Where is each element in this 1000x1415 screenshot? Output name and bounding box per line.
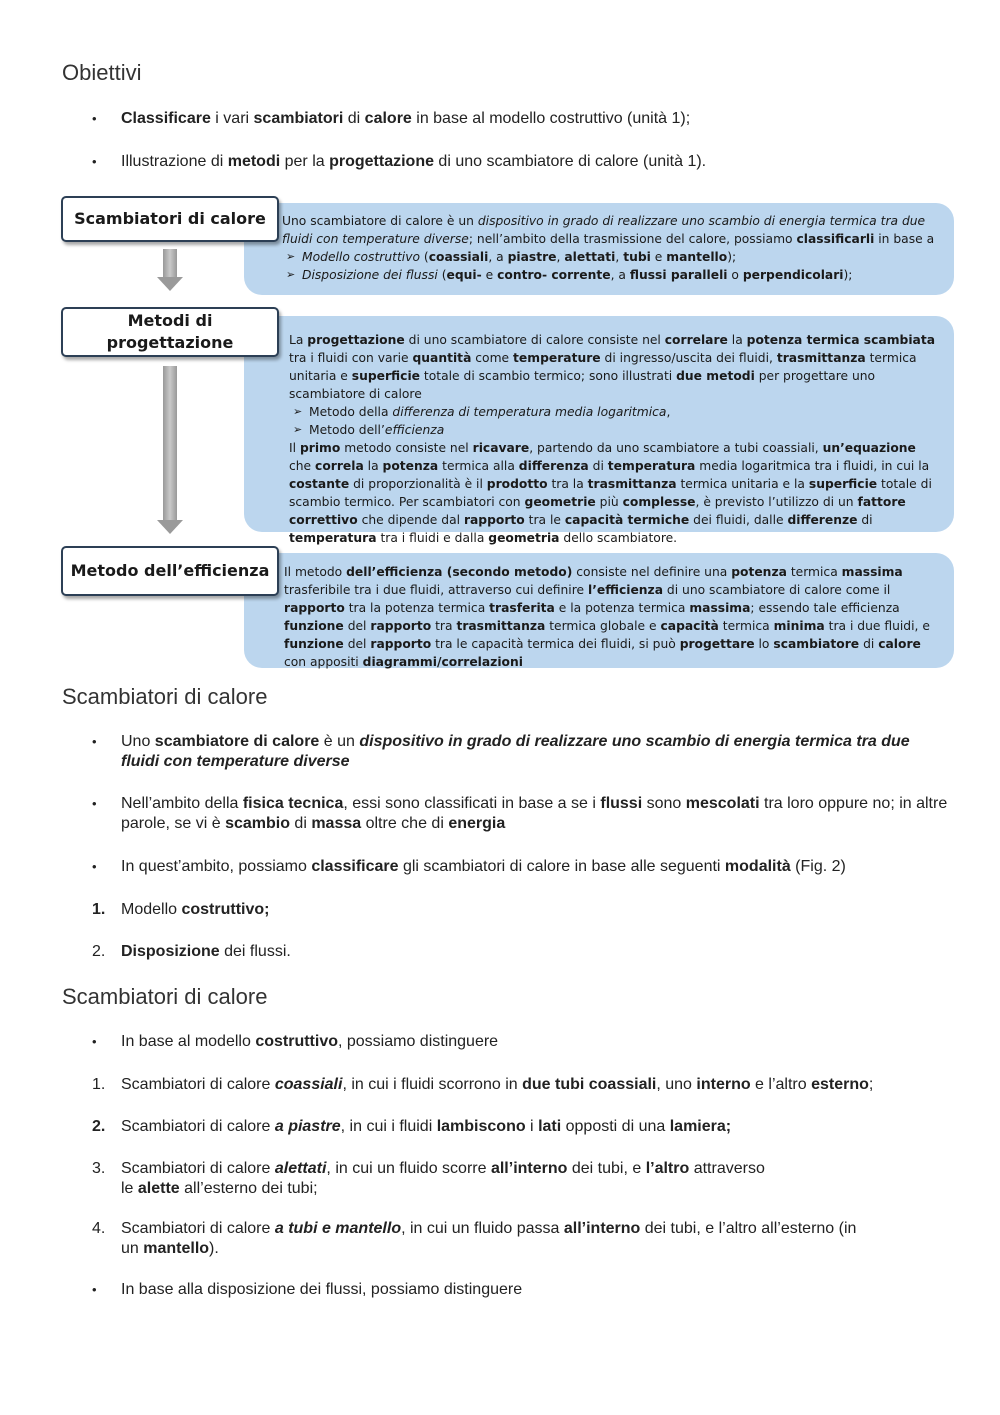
list-item (92, 1280, 952, 1300)
list-item (92, 942, 952, 962)
list-item (92, 1117, 952, 1137)
bullet-marker: • (92, 796, 97, 811)
diagram-box-scambiatori: Uno scambiatore di calore è un dispositivo in grado di realizzare uno scambio di energia termica tra due fluidi con temperature diverse; nell’ambito della trasmissione del calore, possiamo classificarli in base a ➢ Modello costruttivo (coassiali, a piastre, alettati, tubi e mantello); ➢ Disposizione dei flussi (equi- e contro- corrente, a flussi paralleli o perpendicolari); (244, 203, 954, 295)
item-text: Uno scambiatore di calore è un dispositivo in grado di realizzare uno scambio di energia termica tra due fluidi con temperature diverse (121, 733, 910, 770)
list-item (92, 857, 952, 877)
number-marker: 2. (92, 943, 106, 960)
diagram-title-scambiatori: Scambiatori di calore (61, 196, 279, 242)
item-text: Scambiatori di calore a tubi e mantello, in cui un fluido passa all’interno dei tubi, e l’altro all’esterno (in un mantello). (121, 1220, 857, 1257)
list-item (92, 794, 952, 834)
number-marker: 2. (92, 1118, 106, 1135)
number-marker: 1. (92, 1076, 106, 1093)
diagram-title-metodi: Metodi di progettazione (61, 307, 279, 357)
item-text: In quest’ambito, possiamo classificare gli scambiatori di calore in base alle seguenti modalità (Fig. 2) (121, 858, 846, 875)
list-item (92, 109, 952, 129)
item-text: In base alla disposizione dei flussi, possiamo distinguere (121, 1281, 523, 1298)
bullet-marker: • (92, 859, 97, 874)
item-text: Disposizione dei flussi. (121, 943, 291, 960)
item-text: Scambiatori di calore a piastre, in cui i fluidi lambiscono i lati opposti di una lamiera; (121, 1118, 732, 1135)
number-marker: 1. (92, 901, 106, 918)
bullet-marker: • (92, 1034, 97, 1049)
list-item (92, 732, 952, 772)
list-item (92, 1159, 952, 1199)
number-marker: 3. (92, 1160, 106, 1177)
list-item (92, 152, 952, 172)
diagram-box-metodi: La progettazione di uno scambiatore di calore consiste nel correlare la potenza termica scambiata tra i fluidi con varie quantità come temperature di ingresso/uscita dei fluidi, trasmittanza termica unitaria e superficie totale di scambio termico; sono illustrati due metodi per progettare uno scambiatore di calore ➢ Metodo della differenza di temperatura media logaritmica, ➢ Metodo dell’efficienza Il primo metodo consiste nel ricavare, partendo da uno scambiatore a tubi coassiali, un’equazione che correla la potenza termica alla differenza di temperatura media logaritmica tra i fluidi, in cui la costante di proporzionalità è il prodotto tra la trasmittanza termica unitaria e la superficie totale di scambio termico. Per scambiatori con geometrie più complesse, è previsto l’utilizzo di un fattore correttivo che dipende dal rapporto tra le capacità termiche dei fluidi, dalle differenze di temperatura tra i fluidi e dalla geometria dello scambiatore. (244, 316, 954, 532)
bullet-marker: • (92, 734, 97, 749)
list-item (92, 1032, 952, 1052)
item-text: Nell’ambito della fisica tecnica, essi sono classificati in base a se i flussi sono mescolati tra loro oppure no; in altre parole, se vi è scambio di massa oltre che di energia (121, 795, 948, 832)
bullet-marker: • (92, 154, 97, 169)
diagram-box-efficienza: Il metodo dell’efficienza (secondo metodo) consiste nel definire una potenza termica massima trasferibile tra i due fluidi, attraverso cui definire l’efficienza di uno scambiatore di calore come il rapporto tra la potenza termica trasferita e la potenza termica massima; essendo tale efficienza funzione del rapporto tra trasmittanza termica globale e capacità termica minima tra i due fluidi, e funzione del rapporto tra le capacità termica dei fluidi, si può progettare lo scambiatore di calore con appositi diagrammi/correlazioni (244, 553, 954, 668)
list-item (92, 1075, 952, 1095)
list-item (92, 900, 952, 920)
heading-obiettivi: Obiettivi (62, 60, 142, 85)
bullet-marker: • (92, 111, 97, 126)
bullet-marker: • (92, 1282, 97, 1297)
heading-scambiatori-2: Scambiatori di calore (62, 984, 268, 1009)
item-text: In base al modello costruttivo, possiamo distinguere (121, 1033, 499, 1050)
item-text: Scambiatori di calore coassiali, in cui i fluidi scorrono in due tubi coassiali, uno interno e l’altro esterno; (121, 1076, 874, 1093)
item-text: Illustrazione di metodi per la progettazione di uno scambiatore di calore (unità 1). (121, 153, 707, 170)
item-text: Classificare i vari scambiatori di calore in base al modello costruttivo (unità 1); (121, 110, 691, 127)
heading-scambiatori-1: Scambiatori di calore (62, 684, 268, 709)
number-marker: 4. (92, 1220, 106, 1237)
item-text: Scambiatori di calore alettati, in cui un fluido scorre all’interno dei tubi, e l’altro attraverso le alette all’esterno dei tubi; (121, 1160, 765, 1197)
list-item (92, 1219, 952, 1259)
diagram-title-efficienza: Metodo dell’efficienza (61, 546, 279, 596)
item-text: Modello costruttivo; (121, 901, 270, 918)
